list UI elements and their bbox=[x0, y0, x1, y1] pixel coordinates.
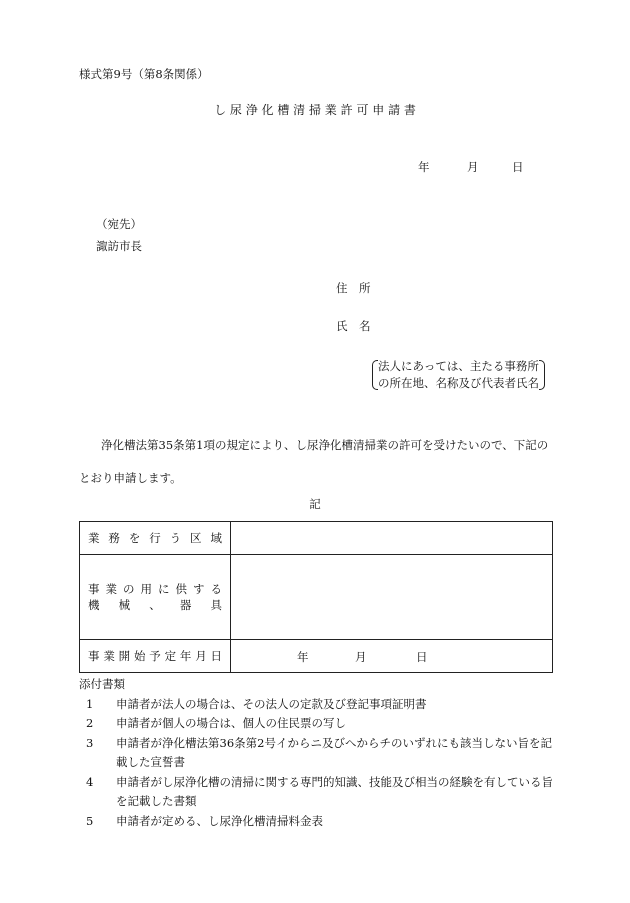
left-bracket bbox=[372, 360, 378, 390]
applicant-name-label: 氏 名 bbox=[336, 319, 371, 333]
equipment-label-line1 bbox=[88, 581, 222, 597]
ki-heading: 記 bbox=[309, 497, 321, 511]
label-char: 日 bbox=[210, 649, 222, 663]
applicant-address-label: 住 所 bbox=[336, 281, 371, 295]
corporation-note-line2: の所在地、名称及び代表者氏名 bbox=[378, 376, 539, 390]
equipment-label-line2 bbox=[88, 597, 222, 613]
attachment-text: 申請者が定める、し尿浄化槽清掃料金表 bbox=[116, 813, 323, 828]
list-item bbox=[79, 734, 558, 773]
table-row-service-area bbox=[80, 522, 553, 555]
attachment-number: 1 bbox=[86, 696, 94, 711]
attachments-heading: 添付書類 bbox=[79, 677, 125, 691]
equipment-value[interactable] bbox=[231, 555, 553, 640]
label-char: 予 bbox=[149, 649, 161, 663]
right-bracket bbox=[539, 360, 545, 390]
attachments-list bbox=[79, 695, 558, 832]
table-row-start-date bbox=[80, 640, 553, 673]
label-char: 用 bbox=[140, 582, 152, 596]
label-char: 始 bbox=[133, 649, 146, 663]
label-char: 区 bbox=[190, 531, 202, 545]
list-item bbox=[79, 714, 558, 734]
equipment-label bbox=[80, 555, 231, 640]
application-details-table bbox=[79, 521, 553, 673]
label-char: 行 bbox=[149, 531, 161, 545]
statement-line2: とおり申請します。 bbox=[79, 471, 182, 485]
attachment-text: 申請者が法人の場合は、その法人の定款及び登記事項証明書 bbox=[116, 696, 427, 711]
start-date-label-text bbox=[88, 648, 222, 664]
date-day: 日 bbox=[512, 160, 524, 174]
attachment-number: 4 bbox=[86, 774, 94, 789]
service-area-value[interactable] bbox=[231, 522, 553, 555]
statement-line1: 浄化槽法第35条第1項の規定により、し尿浄化槽清掃業の許可を受けたいので、下記の bbox=[101, 438, 549, 452]
label-char: 機 bbox=[88, 598, 100, 612]
label-char: す bbox=[193, 582, 205, 596]
list-item bbox=[79, 773, 558, 812]
list-item bbox=[79, 812, 558, 832]
table-row-equipment bbox=[80, 555, 553, 640]
attachment-number: 2 bbox=[86, 716, 94, 730]
start-date-value[interactable] bbox=[231, 640, 553, 673]
label-char: 務 bbox=[108, 531, 120, 545]
label-char: 事 bbox=[88, 649, 100, 663]
attachments-section bbox=[79, 675, 558, 831]
start-date-year: 年 bbox=[297, 650, 309, 664]
label-char: 開 bbox=[118, 649, 131, 663]
label-char: 域 bbox=[210, 531, 222, 545]
list-item bbox=[79, 695, 558, 715]
corporation-note bbox=[372, 358, 545, 392]
attachment-text: 申請者が浄化槽法第36条第2号イからニ及びへからチのいずれにも該当しない旨を記載した宣誓書 bbox=[116, 735, 552, 769]
addressee-block bbox=[96, 213, 142, 257]
label-char: 業 bbox=[88, 531, 100, 545]
date-month: 月 bbox=[467, 160, 479, 174]
date-year: 年 bbox=[418, 160, 430, 174]
attachment-text: 申請者がし尿浄化槽の清掃に関する専門的知識、技能及び相当の経験を有している旨を記載した書類 bbox=[116, 774, 553, 808]
label-char: の bbox=[123, 582, 135, 596]
label-char: 業 bbox=[105, 582, 117, 596]
label-char: 事 bbox=[88, 582, 100, 596]
label-char: る bbox=[210, 582, 222, 596]
label-char: う bbox=[169, 531, 182, 545]
start-date-month: 月 bbox=[355, 650, 367, 664]
label-char: 械 bbox=[118, 598, 131, 612]
label-char: 器 bbox=[179, 598, 192, 612]
attachment-number: 5 bbox=[86, 813, 94, 828]
corporation-note-line1: 法人にあっては、主たる事務所 bbox=[378, 359, 539, 373]
attachment-text: 申請者が個人の場合は、個人の住民票の写し bbox=[116, 716, 346, 730]
label-char: 月 bbox=[195, 649, 207, 663]
label-char: を bbox=[128, 531, 141, 545]
start-date-label bbox=[80, 640, 231, 673]
service-area-label bbox=[80, 522, 231, 555]
label-char: 業 bbox=[103, 649, 115, 663]
application-statement bbox=[79, 429, 559, 495]
form-number: 様式第9号（第8条関係） bbox=[79, 67, 209, 81]
attachment-number: 3 bbox=[86, 735, 94, 750]
label-char: 供 bbox=[175, 582, 187, 596]
label-char: 年 bbox=[179, 649, 192, 663]
addressee-label: （宛先） bbox=[96, 217, 142, 231]
label-char: に bbox=[158, 582, 170, 596]
label-char: 、 bbox=[149, 598, 161, 612]
addressee-name: 諏訪市長 bbox=[96, 239, 142, 253]
label-char: 具 bbox=[210, 598, 222, 612]
service-area-label-text bbox=[88, 530, 222, 546]
label-char: 定 bbox=[164, 649, 177, 663]
start-date-day: 日 bbox=[416, 650, 428, 664]
document-title: し 尿 浄 化 槽 清 掃 業 許 可 申 請 書 bbox=[214, 103, 416, 117]
